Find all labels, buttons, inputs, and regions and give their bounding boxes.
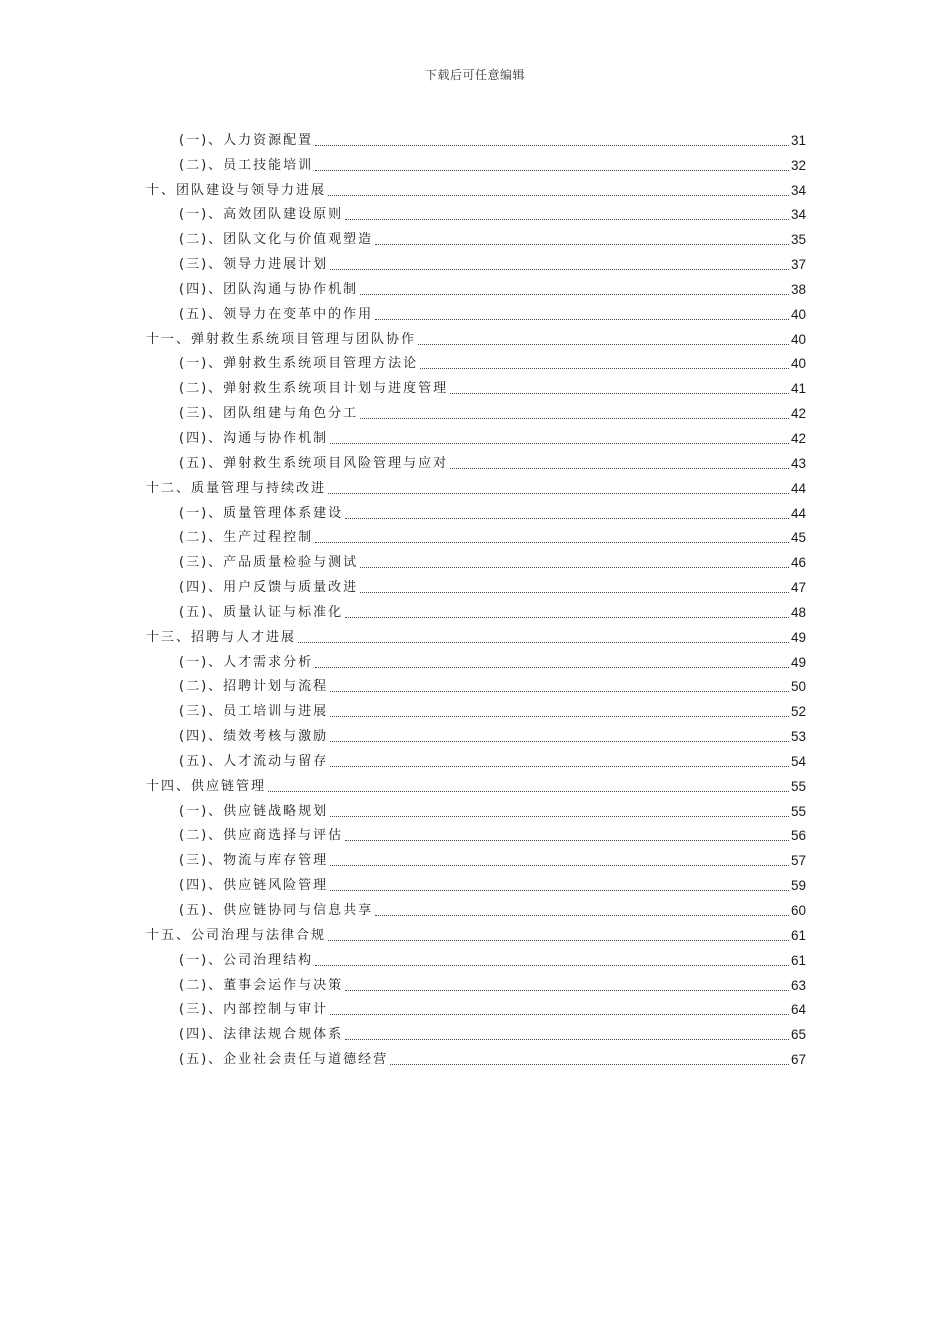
toc-section-entry[interactable] <box>146 896 806 921</box>
toc-page-number: 46 <box>790 555 806 571</box>
toc-entry-title: (一)、质量管理体系建设 <box>179 505 344 521</box>
toc-dot-leader <box>315 965 789 966</box>
toc-section-entry[interactable] <box>146 673 806 698</box>
toc-dot-leader <box>418 344 789 345</box>
toc-page-number: 55 <box>790 803 806 819</box>
toc-dot-leader <box>330 816 789 817</box>
toc-section-entry[interactable] <box>146 126 806 151</box>
toc-section-entry[interactable] <box>146 399 806 424</box>
toc-entry-title: 十三、招聘与人才进展 <box>146 629 297 645</box>
toc-page-number: 44 <box>790 480 806 496</box>
toc-section-entry[interactable] <box>146 300 806 325</box>
toc-entry-title: (二)、员工技能培训 <box>179 157 314 173</box>
toc-dot-leader <box>315 667 789 668</box>
toc-page-number: 50 <box>790 679 806 695</box>
toc-dot-leader <box>268 791 789 792</box>
toc-section-entry[interactable] <box>146 722 806 747</box>
toc-entry-title: 十五、公司治理与法律合规 <box>146 927 327 943</box>
toc-page-number: 59 <box>790 878 806 894</box>
toc-dot-leader <box>315 542 789 543</box>
toc-chapter-entry[interactable] <box>146 623 806 648</box>
page-header: 下载后可任意编辑 <box>424 68 525 82</box>
toc-page-number: 49 <box>790 654 806 670</box>
toc-entry-title: (三)、内部控制与审计 <box>179 1002 329 1018</box>
toc-page-number: 67 <box>790 1052 806 1068</box>
toc-page-number: 42 <box>790 406 806 422</box>
toc-page-number: 61 <box>790 927 806 943</box>
toc-chapter-entry[interactable] <box>146 474 806 499</box>
toc-entry-title: (一)、高效团队建设原则 <box>179 207 344 223</box>
toc-entry-title: (一)、公司治理结构 <box>179 952 314 968</box>
toc-dot-leader <box>315 170 789 171</box>
toc-page-number: 35 <box>790 232 806 248</box>
toc-entry-title: (五)、领导力在变革中的作用 <box>179 306 374 322</box>
toc-entry-title: (一)、供应链战略规划 <box>179 803 329 819</box>
toc-entry-title: (二)、弹射救生系统项目计划与进度管理 <box>179 381 449 397</box>
toc-dot-leader <box>330 766 789 767</box>
toc-page-number: 49 <box>790 629 806 645</box>
toc-page-number: 52 <box>790 704 806 720</box>
toc-section-entry[interactable] <box>146 275 806 300</box>
toc-entry-title: (一)、人才需求分析 <box>179 654 314 670</box>
toc-chapter-entry[interactable] <box>146 921 806 946</box>
toc-page-number: 34 <box>790 207 806 223</box>
toc-section-entry[interactable] <box>146 524 806 549</box>
toc-entry-title: (二)、供应商选择与评估 <box>179 828 344 844</box>
toc-entry-title: (二)、董事会运作与决策 <box>179 977 344 993</box>
toc-dot-leader <box>330 716 789 717</box>
toc-dot-leader <box>360 418 789 419</box>
toc-dot-leader <box>360 567 789 568</box>
toc-entry-title: (三)、产品质量检验与测试 <box>179 555 359 571</box>
toc-section-entry[interactable] <box>146 822 806 847</box>
toc-page-number: 57 <box>790 853 806 869</box>
toc-entry-title: (三)、团队组建与角色分工 <box>179 406 359 422</box>
toc-dot-leader <box>298 642 789 643</box>
toc-page-number: 64 <box>790 1002 806 1018</box>
toc-dot-leader <box>345 518 789 519</box>
toc-entry-title: 十、团队建设与领导力进展 <box>146 182 327 198</box>
toc-section-entry[interactable] <box>146 648 806 673</box>
toc-page-number: 53 <box>790 729 806 745</box>
toc-page-number: 44 <box>790 505 806 521</box>
toc-section-entry[interactable] <box>146 996 806 1021</box>
toc-entry-title: (五)、供应链协同与信息共享 <box>179 903 374 918</box>
toc-dot-leader <box>345 990 789 991</box>
toc-dot-leader <box>328 195 789 196</box>
toc-section-entry[interactable] <box>146 797 806 822</box>
toc-dot-leader <box>330 1014 789 1015</box>
toc-dot-leader <box>330 865 789 866</box>
toc-section-entry[interactable] <box>146 971 806 996</box>
toc-dot-leader <box>328 940 789 941</box>
toc-section-entry[interactable] <box>146 151 806 176</box>
table-of-contents <box>146 126 806 1070</box>
toc-dot-leader <box>375 319 789 320</box>
toc-page-number: 37 <box>790 257 806 273</box>
toc-entry-title: (五)、质量认证与标准化 <box>179 604 344 620</box>
toc-page-number: 38 <box>790 281 806 297</box>
toc-chapter-entry[interactable] <box>146 176 806 201</box>
toc-page-number: 31 <box>790 132 806 148</box>
toc-section-entry[interactable] <box>146 846 806 871</box>
toc-dot-leader <box>420 368 789 369</box>
toc-section-entry[interactable] <box>146 250 806 275</box>
toc-dot-leader <box>450 468 789 469</box>
toc-entry-title: (四)、法律法规合规体系 <box>179 1027 344 1043</box>
toc-dot-leader <box>360 294 789 295</box>
toc-dot-leader <box>328 493 789 494</box>
toc-section-entry[interactable] <box>146 225 806 250</box>
toc-entry-title: (五)、人才流动与留存 <box>179 753 329 769</box>
toc-dot-leader <box>390 1064 789 1065</box>
toc-section-entry[interactable] <box>146 499 806 524</box>
toc-page-number: 55 <box>790 778 806 794</box>
toc-section-entry[interactable] <box>146 548 806 573</box>
toc-entry-title: (一)、人力资源配置 <box>179 132 314 148</box>
toc-page-number: 45 <box>790 530 806 546</box>
toc-dot-leader <box>330 443 789 444</box>
toc-entry-title: (二)、招聘计划与流程 <box>179 679 329 695</box>
toc-page-number: 34 <box>790 182 806 198</box>
toc-section-entry[interactable] <box>146 201 806 226</box>
toc-entry-title: 十一、弹射救生系统项目管理与团队协作 <box>146 331 417 347</box>
toc-dot-leader <box>375 915 789 916</box>
toc-section-entry[interactable] <box>146 374 806 399</box>
toc-entry-title: (一)、弹射救生系统项目管理方法论 <box>179 356 419 372</box>
toc-entry-title: (三)、领导力进展计划 <box>179 257 329 273</box>
toc-dot-leader <box>360 592 789 593</box>
toc-chapter-entry[interactable] <box>146 325 806 350</box>
toc-entry-title: (五)、弹射救生系统项目风险管理与应对 <box>179 455 449 471</box>
toc-section-entry[interactable] <box>146 350 806 375</box>
toc-entry-title: (三)、员工培训与进展 <box>179 704 329 720</box>
toc-section-entry[interactable] <box>146 449 806 474</box>
toc-dot-leader <box>375 244 789 245</box>
toc-page-number: 47 <box>790 580 806 596</box>
toc-page-number: 43 <box>790 455 806 471</box>
toc-entry-title: (四)、团队沟通与协作机制 <box>179 281 359 297</box>
toc-section-entry[interactable] <box>146 946 806 971</box>
toc-dot-leader <box>330 741 789 742</box>
toc-page-number: 40 <box>790 331 806 347</box>
toc-page-number: 32 <box>790 157 806 173</box>
toc-page-number: 41 <box>790 381 806 397</box>
toc-section-entry[interactable] <box>146 573 806 598</box>
toc-dot-leader <box>330 269 789 270</box>
toc-entry-title: (四)、沟通与协作机制 <box>179 430 329 446</box>
toc-section-entry[interactable] <box>146 747 806 772</box>
toc-chapter-entry[interactable] <box>146 772 806 797</box>
toc-section-entry[interactable] <box>146 871 806 896</box>
toc-entry-title: 十二、质量管理与持续改进 <box>146 480 327 496</box>
toc-dot-leader <box>345 1039 789 1040</box>
toc-entry-title: (四)、供应链风险管理 <box>179 878 329 894</box>
toc-page-number: 63 <box>790 977 806 993</box>
toc-entry-title: (五)、企业社会责任与道德经营 <box>179 1052 389 1068</box>
toc-section-entry[interactable] <box>146 1020 806 1045</box>
toc-dot-leader <box>345 219 789 220</box>
toc-page-number: 42 <box>790 430 806 446</box>
toc-page-number: 65 <box>790 1027 806 1043</box>
toc-entry-title: (二)、生产过程控制 <box>179 530 314 546</box>
toc-dot-leader <box>345 617 789 618</box>
toc-page-number: 48 <box>790 604 806 620</box>
toc-dot-leader <box>330 691 789 692</box>
toc-entry-title: 十四、供应链管理 <box>146 778 267 794</box>
toc-section-entry[interactable] <box>146 598 806 623</box>
toc-entry-title: (二)、团队文化与价值观塑造 <box>179 232 374 248</box>
toc-page-number: 54 <box>790 753 806 769</box>
toc-entry-title: (四)、用户反馈与质量改进 <box>179 580 359 596</box>
toc-dot-leader <box>345 840 789 841</box>
toc-section-entry[interactable] <box>146 697 806 722</box>
toc-page-number: 56 <box>790 828 806 844</box>
toc-section-entry[interactable] <box>146 424 806 449</box>
toc-page-number: 40 <box>790 356 806 372</box>
toc-entry-title: (三)、物流与库存管理 <box>179 853 329 869</box>
toc-page-number: 61 <box>790 952 806 968</box>
toc-dot-leader <box>450 393 789 394</box>
toc-page-number: 40 <box>790 306 806 322</box>
toc-section-entry[interactable] <box>146 1045 806 1070</box>
toc-page-number: 60 <box>790 903 806 918</box>
toc-entry-title: (四)、绩效考核与激励 <box>179 729 329 745</box>
toc-dot-leader <box>315 145 789 146</box>
toc-dot-leader <box>330 890 789 891</box>
